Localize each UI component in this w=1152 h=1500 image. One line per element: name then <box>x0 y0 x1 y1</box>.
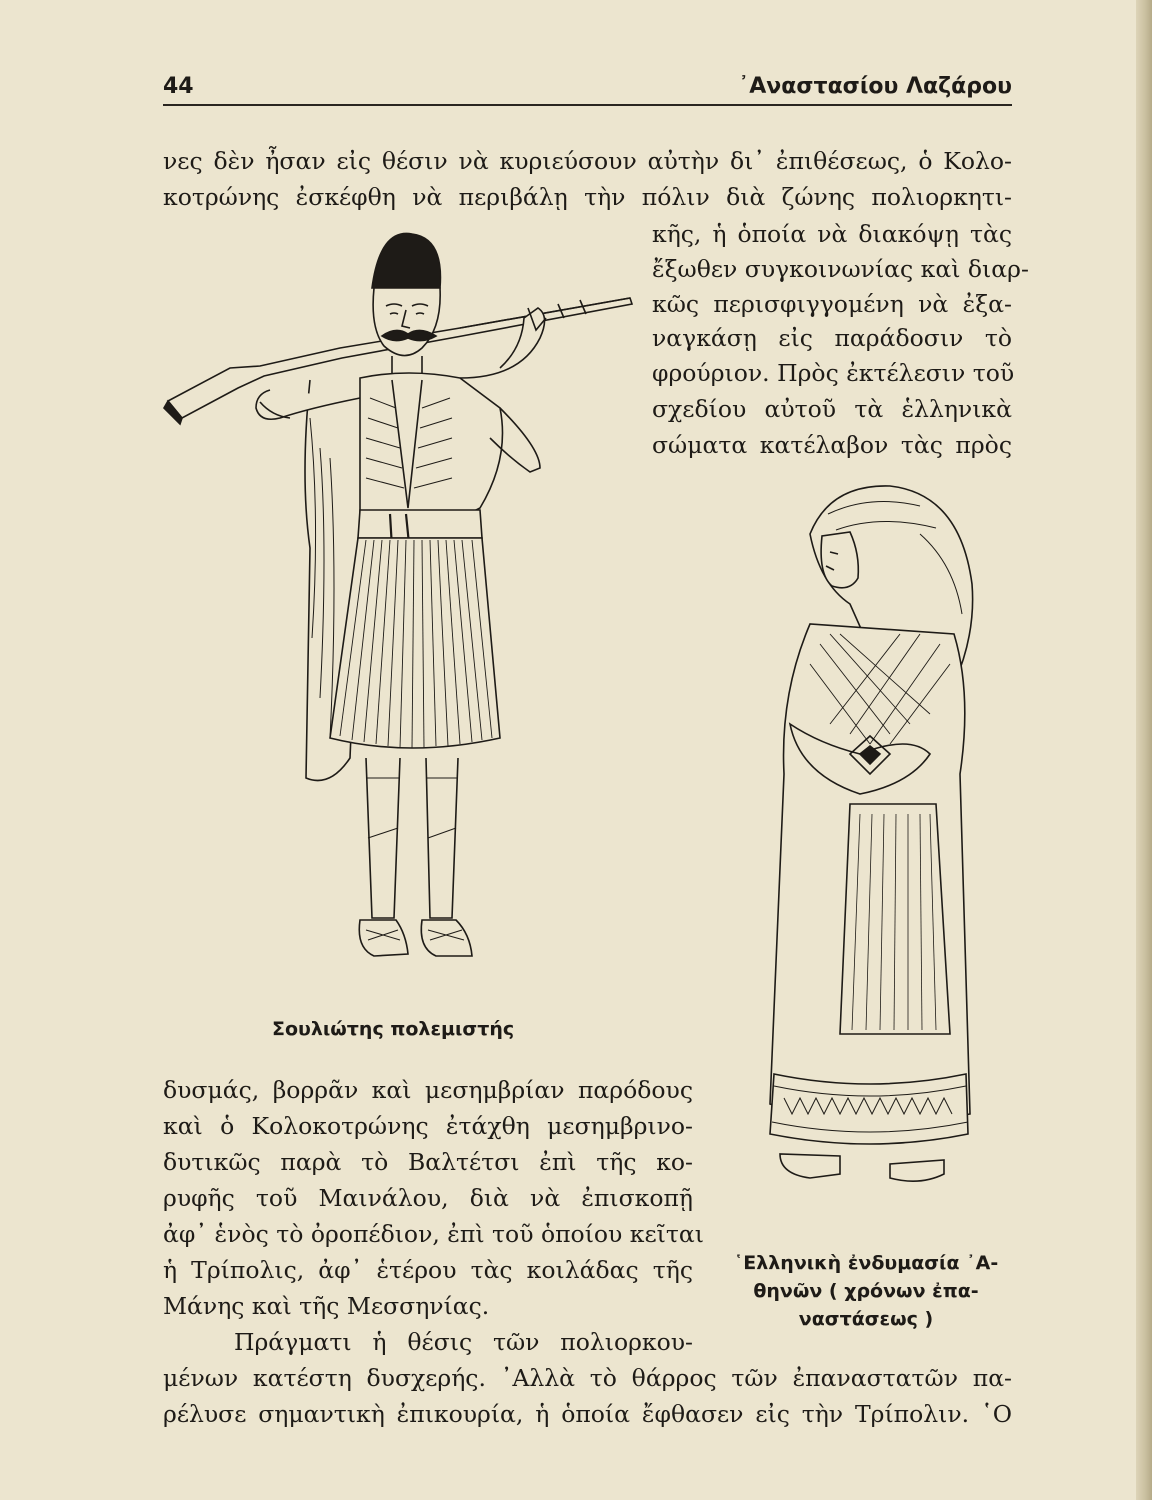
body-line: κοτρώνης ἐσκέφθη νὰ περιβάλῃ τὴν πόλιν διὰ ζώνης πολιορκητι- <box>163 183 1012 211</box>
body-line: ρυφῆς τοῦ Μαινάλου, διὰ νὰ ἐπισκοπῇ <box>163 1184 693 1212</box>
body-line: κῆς, ἡ ὁποία νὰ διακόψῃ τὰς <box>652 220 1012 248</box>
body-line: ρέλυσε σημαντικὴ ἐπικουρία, ἡ ὁποία ἔφθασεν εἰς τὴν Τρίπολιν. ῾Ο <box>163 1400 1012 1428</box>
figure-caption-souliote: Σουλιώτης πολεμιστής <box>272 1018 515 1040</box>
body-line: νες δὲν ἦσαν εἰς θέσιν νὰ κυριεύσουν αὐτὴν δι᾿ ἐπιθέσεως, ὁ Κολο- <box>163 147 1012 175</box>
figure-caption-athenian-line: ῾Ελληνικὴ ἐνδυμασία ᾿Α- <box>733 1252 999 1274</box>
body-line: ἀφ᾿ ἑνὸς τὸ ὀροπέδιον, ἐπὶ τοῦ ὁποίου κεῖται <box>163 1220 704 1248</box>
running-title: ᾿Αναστασίου Λαζάρου <box>738 74 1012 99</box>
figure-caption-athenian-line: θηνῶν ( χρόνων ἐπα- <box>753 1280 979 1302</box>
body-line: δυτικῶς παρὰ τὸ Βαλτέτσι ἐπὶ τῆς κο- <box>163 1148 693 1176</box>
souliote-warrior-illustration <box>160 218 650 1008</box>
body-line: ναγκάσῃ εἰς παράδοσιν τὸ <box>652 324 1012 352</box>
body-line: ἡ Τρίπολις, ἀφ᾿ ἑτέρου τὰς κοιλάδας τῆς <box>163 1256 693 1284</box>
body-line: καὶ ὁ Κολοκοτρώνης ἐτάχθη μεσημβρινο- <box>163 1112 693 1140</box>
body-line: δυσμάς, βορρᾶν καὶ μεσημβρίαν παρόδους <box>163 1076 693 1104</box>
body-line: μένων κατέστη δυσχερής. ᾿Αλλὰ τὸ θάρρος τῶν ἐπαναστατῶν πα- <box>163 1364 1012 1392</box>
body-line: Μάνης καὶ τῆς Μεσσηνίας. <box>163 1292 490 1320</box>
page-edge <box>1136 0 1152 1500</box>
body-line: σχεδίου αὐτοῦ τὰ ἑλληνικὰ <box>652 395 1012 423</box>
athenian-costume-illustration <box>740 474 1010 1234</box>
body-line: Πράγματι ἡ θέσις τῶν πολιορκου- <box>234 1328 693 1356</box>
body-line: κῶς περισφιγγομένη νὰ ἐξα- <box>652 290 1012 318</box>
header-rule <box>163 104 1012 106</box>
body-line: ἔξωθεν συγκοινωνίας καὶ διαρ- <box>652 255 1029 283</box>
figure-caption-athenian-line: ναστάσεως ) <box>798 1308 934 1330</box>
page-number: 44 <box>163 74 194 99</box>
body-line: φρούριον. Πρὸς ἐκτέλεσιν τοῦ <box>652 359 1015 387</box>
body-line: σώματα κατέλαβον τὰς πρὸς <box>652 431 1012 459</box>
